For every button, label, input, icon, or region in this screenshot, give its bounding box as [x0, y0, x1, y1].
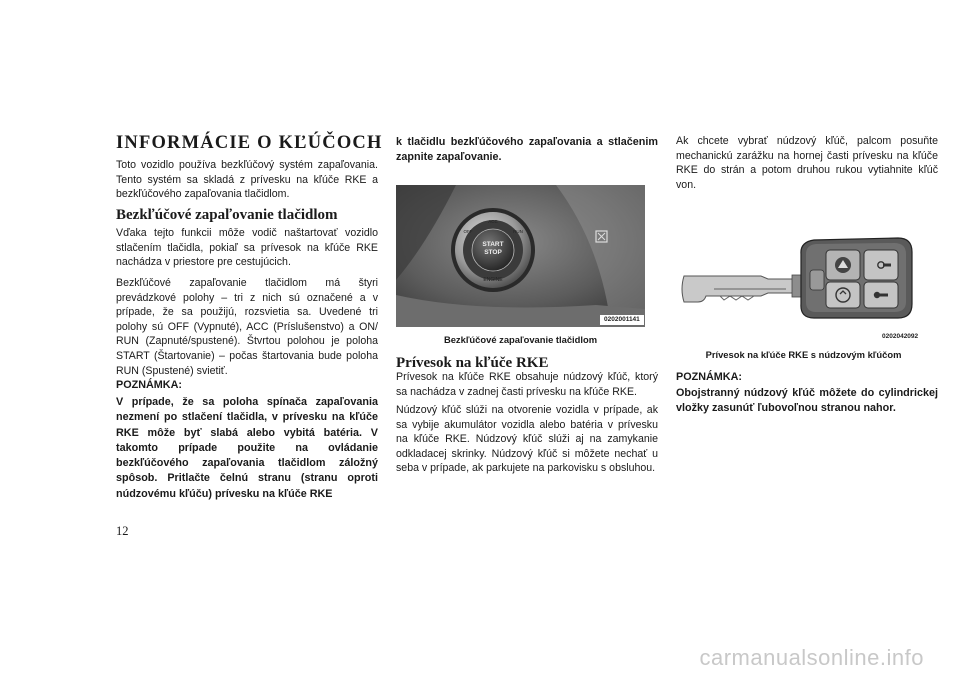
off-label: OFF — [463, 229, 473, 234]
section-title-rke: Prívesok na kľúče RKE — [396, 355, 549, 371]
intro-paragraph: Toto vozidlo používa bezkľúčový systém zapaľovania. Tento systém sa skladá z prívesku na kľúče RKE a bezkľúčového zapaľovania tlačidlom. — [116, 159, 378, 201]
figure2-code: 0202042092 — [882, 333, 919, 340]
section-title-keyless: Bezkľúčové zapaľovanie tlačidlom — [116, 207, 338, 223]
figure2-caption: Prívesok na kľúče RKE s núdzovým kľúčom — [705, 349, 902, 360]
keyless-paragraph-1: Vďaka tejto funkcii môže vodič naštartovať vozidlo stlačením tlačidla, pokiaľ sa prívesok na kľúče RKE nachádza v priestore pre cestujúcich. — [116, 227, 378, 269]
keyless-paragraph-2: Bezkľúčové zapaľovanie tlačidlom má štyri prevádzkové polohy – tri z nich sú označené a v prípade, že sa použijú, rozsvietia sa. Uvedené tri polohy sú OFF (Vypnuté), ACC (Príslušenstvo) a ON/ RUN (Zapnuté/spustené). Štvrtou polohou je poloha START (Štartovanie) – počas štartovania bude poloha RUN (Spustené) svietiť. — [116, 277, 378, 377]
rke-fob-illustration — [676, 232, 931, 342]
note2-label: POZNÁMKA: — [676, 371, 742, 383]
rke-paragraph-2: Núdzový kľúč slúži na otvorenie vozidla v prípade, ak sa vybije akumulátor vozidla alebo batéria v prívesku na kľúče RKE. Núdzový kľúč slúži aj na zamykanie odkladacej skrinky. Núdzový kľúč si môžete nechať u seba v prípade, ak parkujete na parkovisku s obsluhou. — [396, 404, 658, 475]
key-removal-paragraph: Ak chcete vybrať núdzový kľúč, palcom posuňte mechanickú zarážku na hornej časti prívesku na kľúče RKE do strán a potom druhou rukou vytiahnite kľúč von. — [676, 135, 938, 191]
trunk-icon — [835, 257, 851, 273]
ignition-illustration — [396, 185, 645, 327]
acc-label: ACC — [488, 219, 498, 224]
stop-label: STOP — [484, 249, 502, 256]
engine-label: ENGINE — [483, 277, 503, 283]
figure1-caption: Bezkľúčové zapaľovanie tlačidlom — [443, 334, 598, 345]
note1-text-continued: k tlačidlu bezkľúčového zapaľovania a stlačenim zapnite zapaľovanie. — [396, 136, 658, 164]
ignition-button-figure — [396, 185, 645, 327]
note1-text: V prípade, že sa poloha spínača zapaľovania nezmení po stlačení tlačidla, v prívesku na kľúče RKE môže byť slabá alebo vybitá batéria. V takomto prípade použite na ovládanie bezkľúčového zapaľovania tlačidlom záložný spôsob. Pritlačte čelnú stranu (stranu oproti núdzovému kľúču) prívesku na kľúče RKE — [116, 396, 378, 500]
start-label: START — [482, 241, 504, 248]
rke-paragraph-1: Prívesok na kľúče RKE obsahuje núdzový kľúč, ktorý sa nachádza v zadnej časti prívesku na kľúče RKE. — [396, 371, 658, 398]
run-label: RUN — [513, 229, 523, 234]
figure1-code: 0202001141 — [604, 316, 640, 323]
page-number: 12 — [116, 524, 129, 538]
page-heading: INFORMÁCIE O KĽÚČOCH — [116, 133, 383, 153]
note1-label: POZNÁMKA: — [116, 379, 182, 391]
note2-text: Obojstranný núdzový kľúč môžete do cylindrickej vložky zasunúť ľubovoľnou stranou nahor. — [676, 387, 938, 415]
rke-fob-figure — [676, 232, 931, 342]
watermark: carmanualsonline.info — [699, 645, 924, 670]
